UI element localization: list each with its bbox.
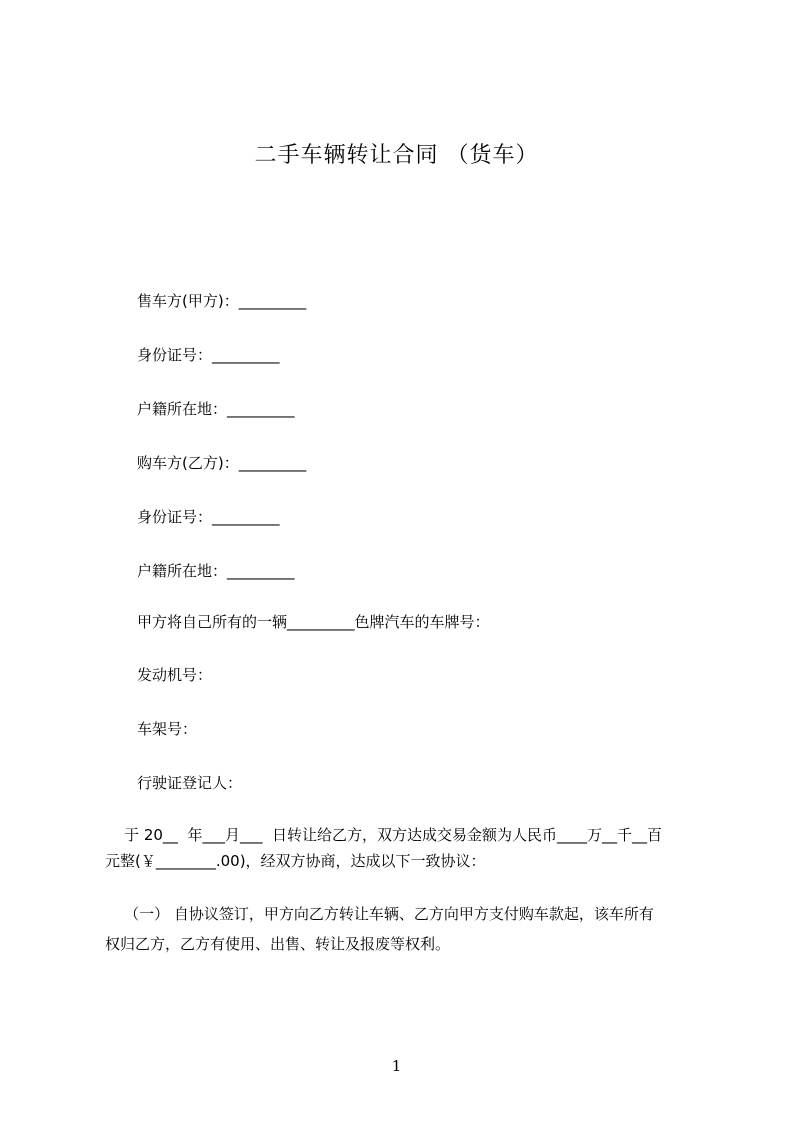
- document-title: 二手车辆转让合同 （货车）: [254, 143, 539, 168]
- transfer-terms-line-2: 元整(￥________.00)，经双方协商，达成以下一致协议：: [105, 852, 486, 870]
- buyer-id-number-field: 身份证号：_________: [137, 508, 280, 526]
- vehicle-plate-field: 甲方将自己所有的一辆_________色牌汽车的车牌号：: [137, 613, 490, 631]
- buyer-name-field: 购车方(乙方)：_________: [137, 454, 307, 472]
- clause-1-line-2: 权归乙方，乙方有使用、出售、转让及报废等权利。: [105, 935, 451, 953]
- seller-name-field: 售车方(甲方)：_________: [137, 292, 307, 310]
- engine-number-field: 发动机号：: [137, 666, 213, 684]
- transfer-terms-line-1: 于 20__ 年___月___ 日转让给乙方，双方达成交易金额为人民币____万__千__百: [105, 826, 663, 844]
- frame-number-field: 车架号：: [137, 720, 198, 738]
- page-number: 1: [391, 1057, 402, 1075]
- license-registrant-field: 行驶证登记人：: [137, 774, 243, 792]
- seller-id-number-field: 身份证号：_________: [137, 346, 280, 364]
- seller-household-address-field: 户籍所在地：_________: [137, 400, 295, 418]
- buyer-household-address-field: 户籍所在地：_________: [137, 562, 295, 580]
- clause-1-line-1: （一） 自协议签订，甲方向乙方转让车辆、乙方向甲方支付购车款起，该车所有: [105, 905, 654, 923]
